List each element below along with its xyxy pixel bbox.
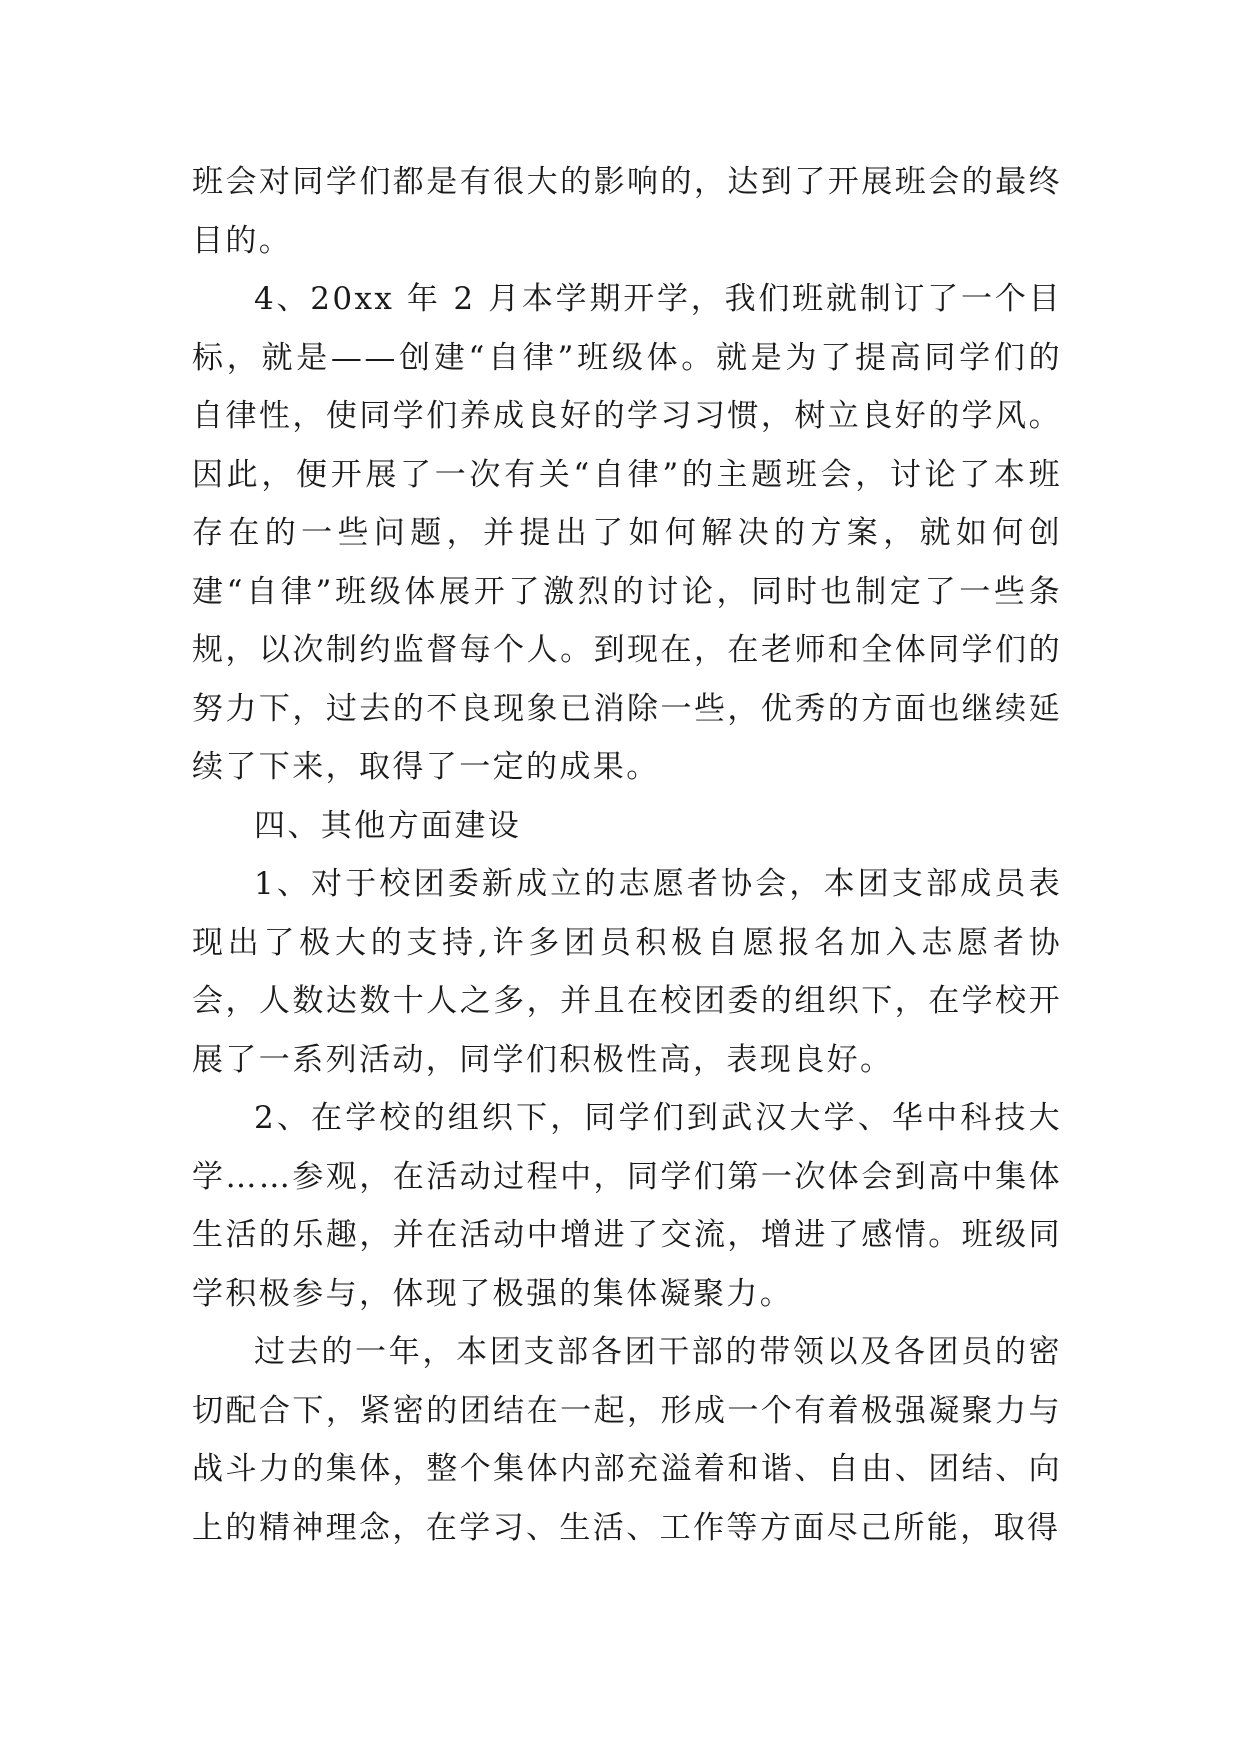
paragraph-continuation: 班会对同学们都是有很大的影响的，达到了开展班会的最终目的。 <box>192 164 1062 259</box>
document-body <box>192 153 1062 1557</box>
paragraph-item-1: 1、对于校团委新成立的志愿者协会，本团支部成员表现出了极大的支持,许多团员积极自愿报名加入志愿者协会，人数达数十人之多，并且在校团委的组织下，在学校开展了一系列活动，同学们积极性高，表现良好。 <box>192 866 1062 1078</box>
paragraph-item-4: 4、20xx 年 2 月本学期开学，我们班就制订了一个目标，就是——创建“自律”班级体。就是为了提高同学们的自律性，使同学们养成良好的学习习惯，树立良好的学风。因此，便开展了一次有关“自律”的主题班会，讨论了本班存在的一些问题，并提出了如何解决的方案，就如何创建“自律”班级体展开了激烈的讨论，同时也制定了一些条规，以次制约监督每个人。到现在，在老师和全体同学们的努力下，过去的不良现象已消除一些，优秀的方面也继续延续了下来，取得了一定的成果。 <box>192 281 1062 785</box>
paragraph-item-2: 2、在学校的组织下，同学们到武汉大学、华中科技大学……参观，在活动过程中，同学们第一次体会到高中集体生活的乐趣，并在活动中增进了交流，增进了感情。班级同学积极参与，体现了极强的集体凝聚力。 <box>192 1100 1062 1312</box>
section-heading: 四、其他方面建设 <box>254 807 522 844</box>
paragraph-summary: 过去的一年，本团支部各团干部的带领以及各团员的密切配合下，紧密的团结在一起，形成一个有着极强凝聚力与战斗力的集体，整个集体内部充溢着和谐、自由、团结、向上的精神理念，在学习、生活、工作等方面尽己所能，取得 <box>192 1334 1062 1546</box>
